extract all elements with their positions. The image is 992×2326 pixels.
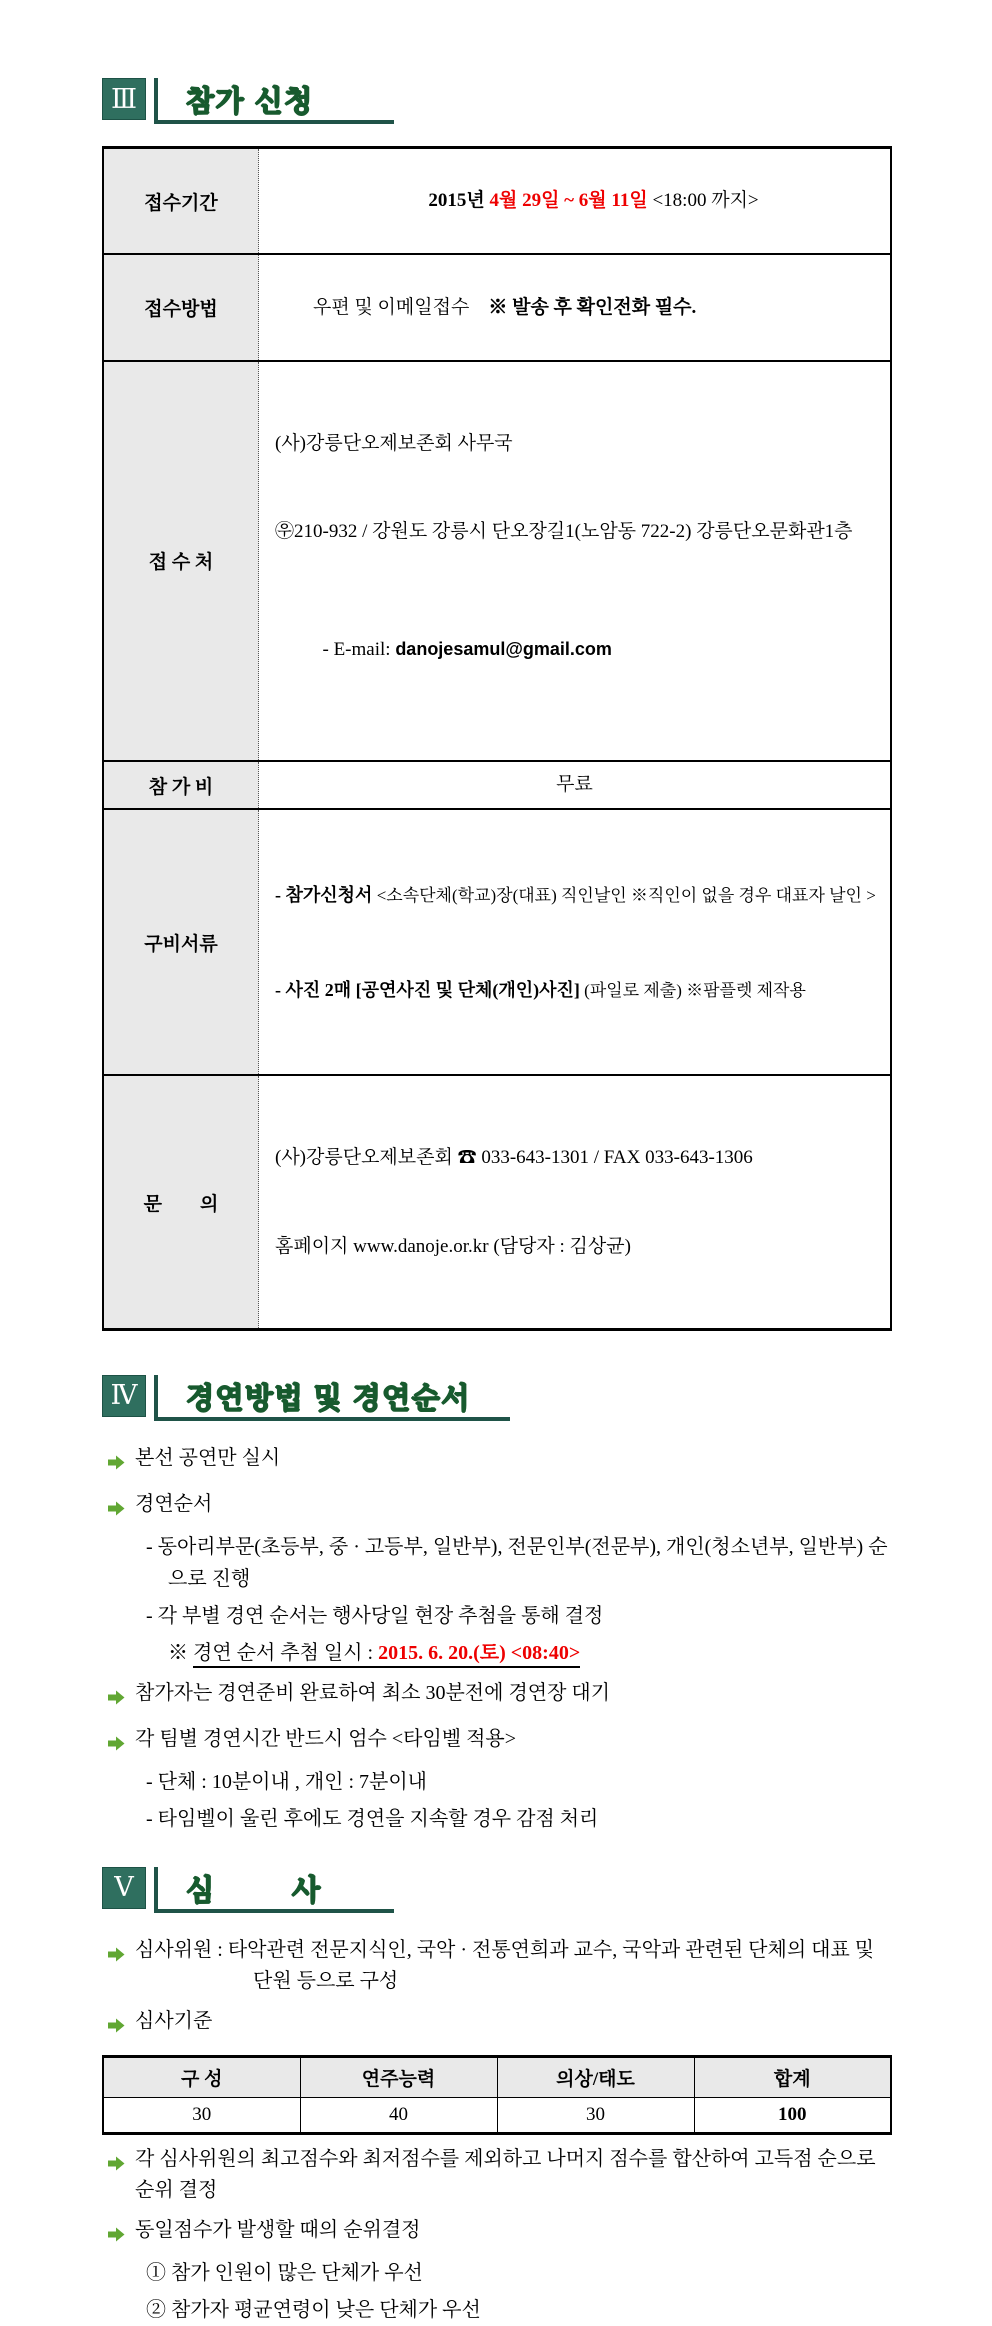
bullet-text: 경연순서 <box>135 1492 213 1515</box>
arrow-bullet-icon <box>108 1449 125 1480</box>
score-value-performance: 40 <box>300 2097 497 2133</box>
score-header-row <box>103 2056 891 2097</box>
method-text: 우편 및 이메일접수 <box>313 296 489 318</box>
doc1-dash: - <box>275 884 286 905</box>
application-info-table <box>102 146 892 1331</box>
bullet-text: 각 심사위원의 최고점수와 최저점수를 제외하고 나머지 점수를 합산하여 고득점 순으로 순위 결정 <box>135 2147 881 2201</box>
score-header-performance: 연주능력 <box>300 2056 497 2097</box>
bullet-order <box>108 1489 892 1526</box>
bullet-tiebreak <box>108 2215 892 2252</box>
period-year: 2015년 <box>428 190 490 212</box>
judging-list <box>102 1935 892 2326</box>
score-header-costume: 의상/태도 <box>497 2056 694 2097</box>
bullet-text: 동일점수가 발생할 때의 순위결정 <box>135 2218 421 2241</box>
row-value-fee: 무료 <box>259 761 892 808</box>
row-label-address: 접 수 처 <box>103 361 259 762</box>
section-3-numeral: Ⅲ <box>110 83 138 114</box>
section-5-numeral-box <box>102 1867 146 1909</box>
doc2-title: 사진 2매 [공연사진 및 단체(개인)사진] <box>285 979 580 1000</box>
table-row-contact <box>103 1075 891 1329</box>
section-3-title: 참가 신청 <box>186 86 314 118</box>
method-note: ※ 발송 후 확인전화 필수. <box>488 296 697 318</box>
bullet-text: 각 팀별 경연시간 반드시 엄수 <타임벨 적용> <box>135 1727 516 1750</box>
score-header-total: 합계 <box>694 2056 891 2097</box>
email-address: danojesamul@gmail.com <box>395 638 612 659</box>
row-value-period <box>259 148 892 255</box>
score-value-total: 100 <box>694 2097 891 2133</box>
section-5-rule <box>154 1867 394 1913</box>
doc1-title: 참가신청서 <box>285 884 373 905</box>
draw-label: 경연 순서 추첨 일시 : <box>193 1641 379 1664</box>
arrow-bullet-icon <box>108 1941 125 1997</box>
address-org: (사)강릉단오제보존회 사무국 <box>275 432 513 454</box>
table-row-documents <box>103 809 891 1076</box>
period-deadline: <18:00 까지> <box>647 190 759 212</box>
arrow-bullet-icon <box>108 1684 125 1715</box>
score-criteria-table <box>102 2055 892 2135</box>
contact-phone: (사)강릉단오제보존회 ☎ 033-643-1301 / FAX 033-643-1306 <box>275 1147 753 1169</box>
doc2-dash: - <box>275 979 286 1000</box>
period-dates: 4월 29일 ~ 6월 11일 <box>489 190 648 212</box>
arrow-bullet-icon <box>108 2012 125 2043</box>
bullet-text: 본선 공연만 실시 <box>135 1446 281 1469</box>
section-5-title: 심 사 <box>186 1874 322 1907</box>
section-4-title: 경연방법 및 경연순서 <box>186 1382 471 1415</box>
score-value-row <box>103 2097 891 2133</box>
draw-datetime: 2015. 6. 20.(토) <08:40> <box>378 1641 581 1664</box>
row-value-method <box>259 254 892 360</box>
row-value-address <box>259 361 892 762</box>
performance-rules-list <box>102 1443 892 1835</box>
tiebreak-rule-2: ② 참가자 평균연령이 낮은 단체가 우선 <box>146 2298 481 2321</box>
row-label-period: 접수기간 <box>103 148 259 255</box>
section-4-numeral: Ⅳ <box>110 1380 138 1411</box>
draw-mark: ※ <box>168 1641 193 1664</box>
section-5-numeral: Ⅴ <box>114 1872 134 1903</box>
arrow-bullet-icon <box>108 1495 125 1526</box>
table-row-period <box>103 148 891 255</box>
score-value-composition: 30 <box>103 2097 300 2133</box>
bullet-text: 심사기준 <box>135 2009 213 2032</box>
row-value-documents <box>259 809 892 1076</box>
doc1-detail: <소속단체(학교)장(대표) 직인날인 ※직인이 없을 경우 대표자 날인 > <box>372 885 876 905</box>
section-4-header <box>102 1375 892 1421</box>
row-label-contact: 문 의 <box>103 1075 259 1329</box>
arrow-bullet-icon <box>108 2221 125 2252</box>
section-3-numeral-box <box>102 78 146 120</box>
address-email-line <box>275 605 882 693</box>
arrow-bullet-icon <box>108 2150 125 2206</box>
section-4-numeral-box <box>102 1375 146 1417</box>
bullet-text: 참가자는 경연준비 완료하여 최소 30분전에 경연장 대기 <box>135 1681 611 1704</box>
section-5-header <box>102 1867 892 1913</box>
draw-notice <box>168 1637 892 1669</box>
tiebreak-rule-1: ① 참가 인원이 많은 단체가 우선 <box>146 2261 423 2284</box>
bullet-timebell <box>108 1724 892 1761</box>
section-4-rule <box>154 1375 510 1421</box>
score-value-costume: 30 <box>497 2097 694 2133</box>
row-label-method: 접수방법 <box>103 254 259 360</box>
order-detail-1: - 동아리부문(초등부, 중 · 고등부, 일반부), 전문인부(전문부), 개인(청소년부, 일반부) 순으로 진행 <box>146 1535 888 1590</box>
doc2-detail: (파일로 제출) ※팜플렛 제작용 <box>579 980 806 1000</box>
document-item-2 <box>275 972 882 1008</box>
bullet-text: 심사위원 : 타악관련 전문지식인, 국악 · 전통연희과 교수, 국악과 관련된 단체의 대표 및 단원 등으로 구성 <box>135 1938 880 1992</box>
bullet-scoring-method <box>108 2144 892 2206</box>
document-item-1 <box>275 877 882 913</box>
score-header-composition: 구 성 <box>103 2056 300 2097</box>
time-limit-detail: - 단체 : 10분이내 , 개인 : 7분이내 <box>146 1770 427 1793</box>
table-row-address <box>103 361 891 762</box>
contact-website: 홈페이지 www.danoje.or.kr (담당자 : 김상균) <box>275 1235 631 1257</box>
section-3-rule <box>154 78 394 124</box>
table-row-fee <box>103 761 891 808</box>
section-3-header <box>102 78 892 124</box>
draw-underlined <box>193 1642 580 1668</box>
penalty-detail: - 타임벨이 울린 후에도 경연을 지속할 경우 감점 처리 <box>146 1807 599 1830</box>
table-row-method <box>103 254 891 360</box>
bullet-finals-only <box>108 1443 892 1480</box>
arrow-bullet-icon <box>108 1730 125 1761</box>
address-postal: ㉾210-932 / 강원도 강릉시 단오장길1(노암동 722-2) 강릉단오문화관1층 <box>275 520 853 542</box>
row-label-documents: 구비서류 <box>103 809 259 1076</box>
order-detail-2: - 각 부별 경연 순서는 행사당일 현장 추첨을 통해 결정 <box>146 1604 604 1627</box>
row-label-fee: 참 가 비 <box>103 761 259 808</box>
bullet-criteria <box>108 2006 892 2043</box>
row-value-contact <box>259 1075 892 1329</box>
bullet-judges <box>108 1935 892 1997</box>
bullet-standby <box>108 1678 892 1715</box>
email-prefix: - E-mail: <box>322 638 396 660</box>
